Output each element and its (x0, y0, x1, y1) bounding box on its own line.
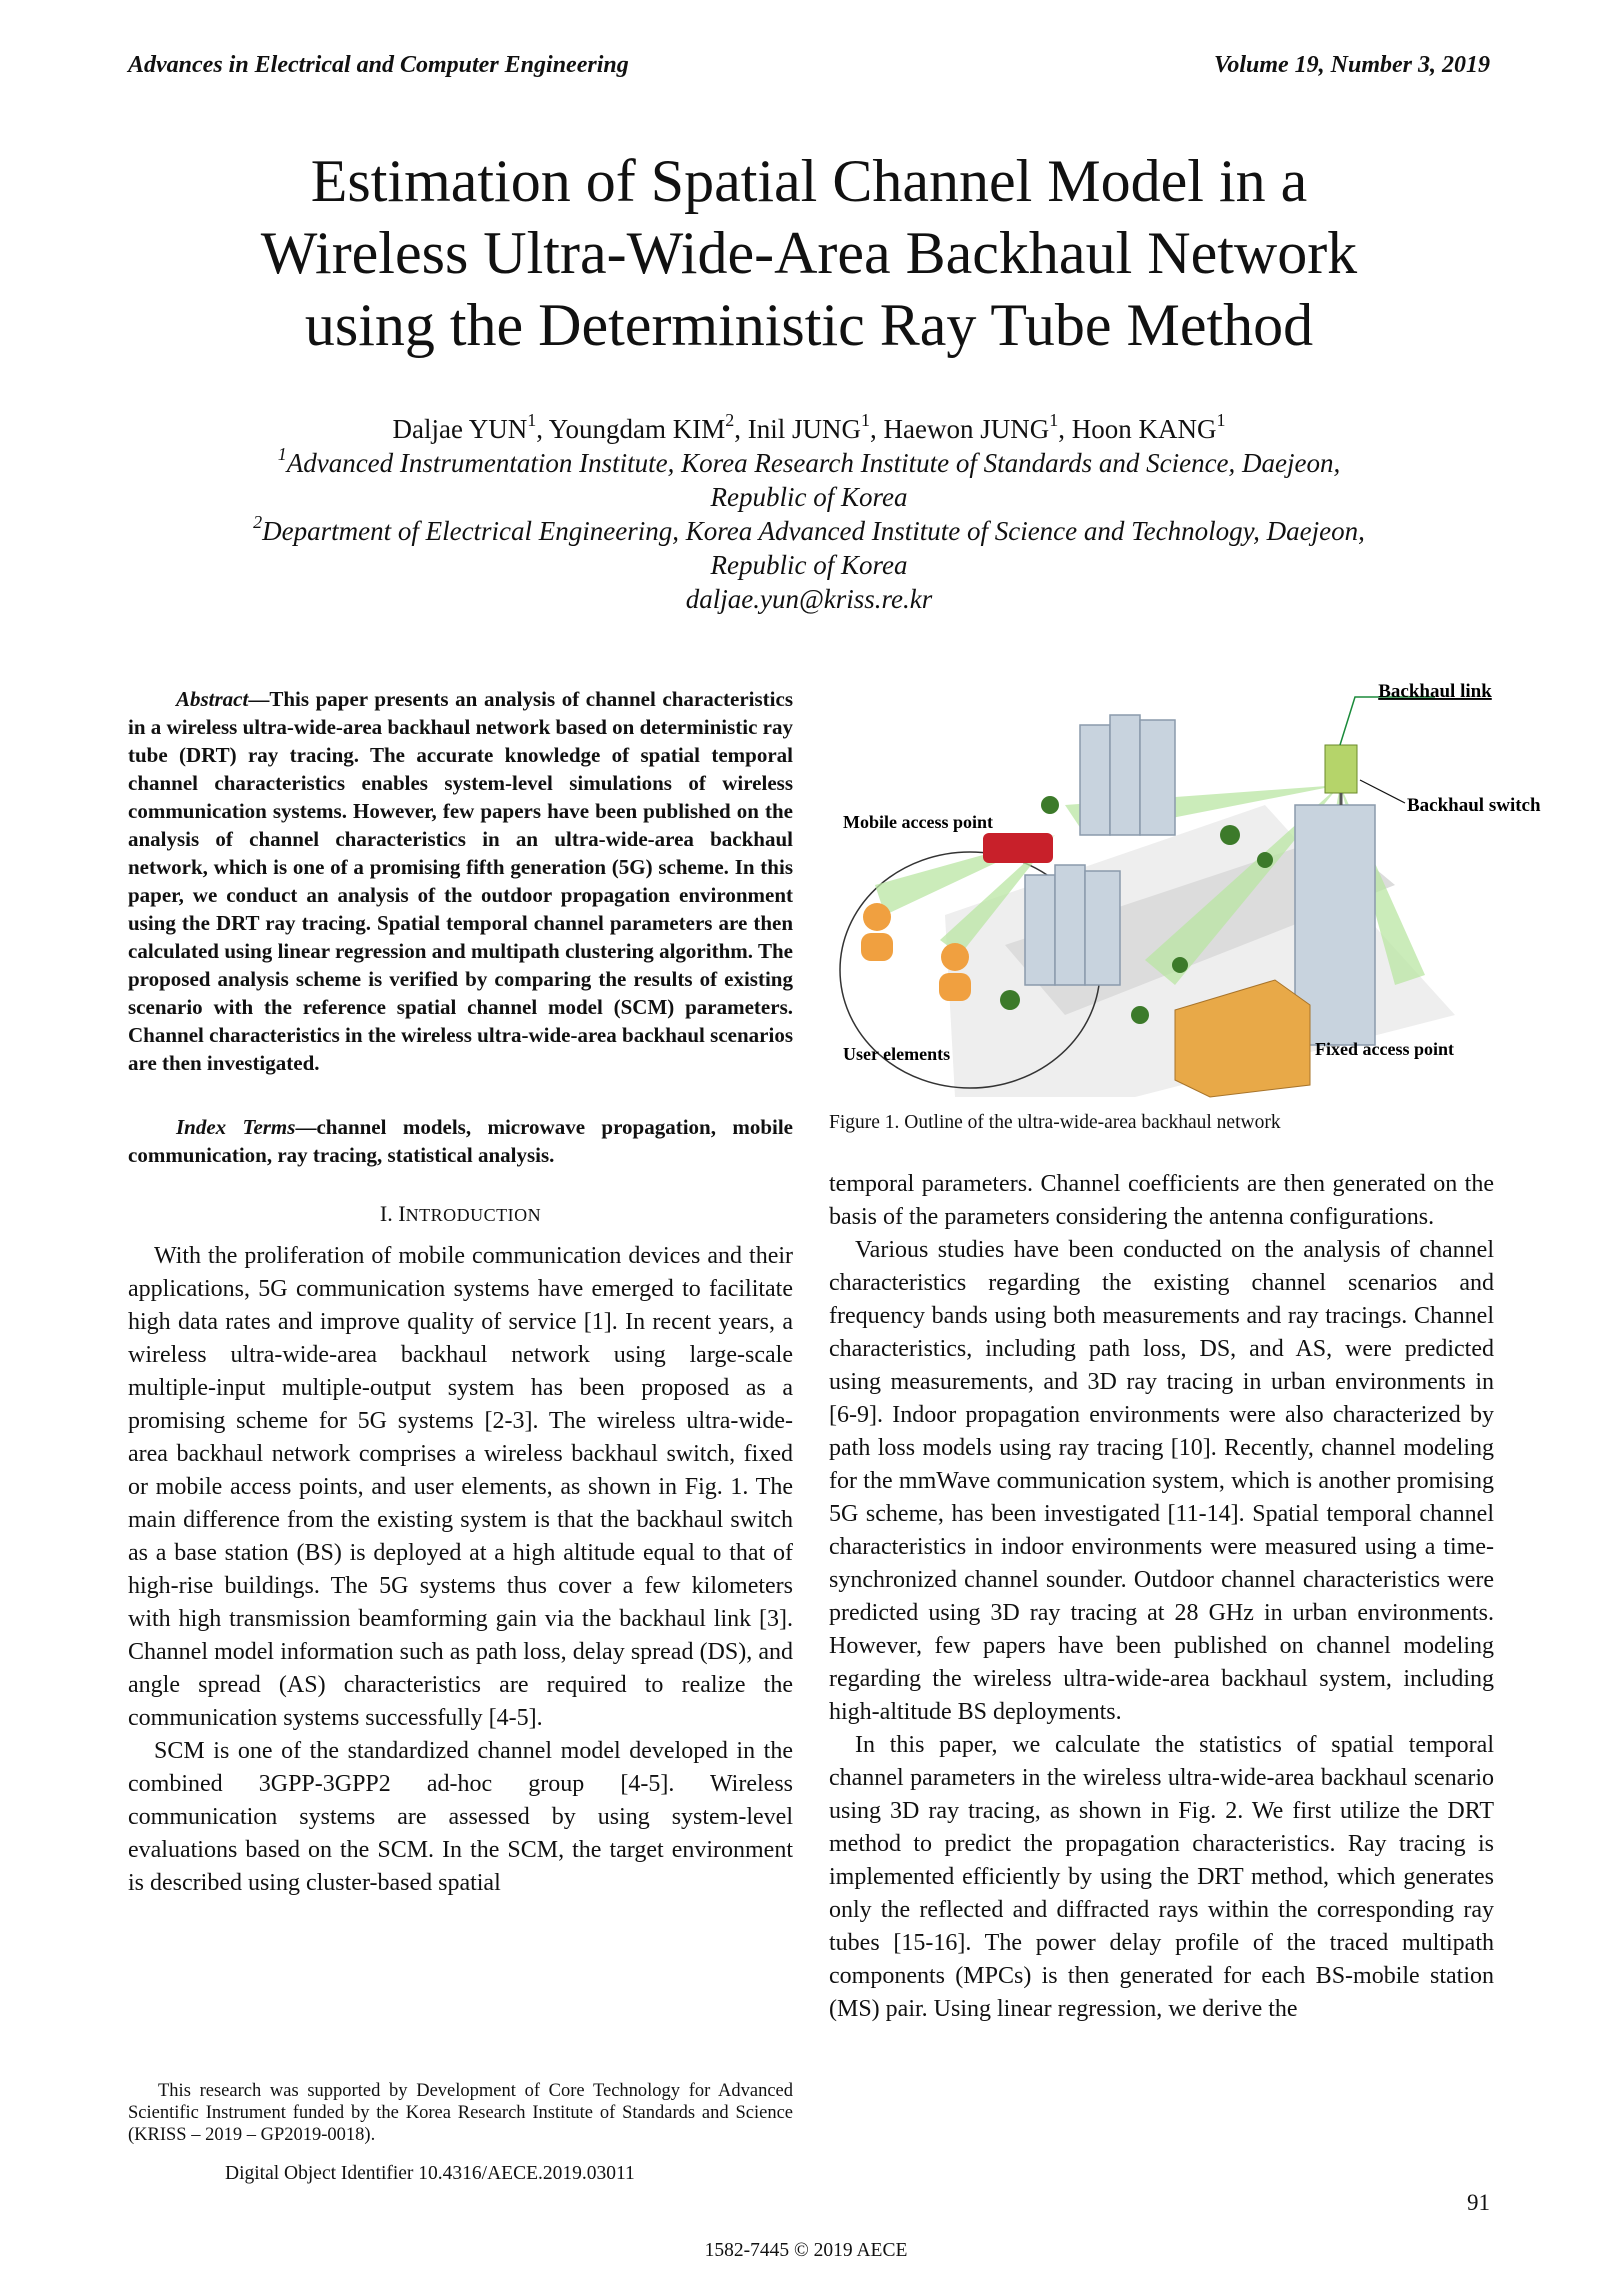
author-sup: 1 (1216, 410, 1226, 430)
mobile-access-point-bus (983, 833, 1053, 863)
label-user-elements: User elements (843, 1044, 951, 1064)
intro-paragraph-3: temporal parameters. Channel coefficients are then generated on the basis of the parameters considering the antenna configurations. (829, 1171, 1494, 1230)
author-email: daljae.yun@kriss.re.kr (685, 584, 933, 614)
section-title-initial: I (398, 1201, 406, 1226)
author-name: Hoon KANG (1071, 414, 1217, 444)
label-backhaul-switch: Backhaul switch (1407, 795, 1541, 816)
backhaul-link-leader (1340, 697, 1435, 745)
author-sup: 1 (527, 410, 537, 430)
title-line-1: Estimation of Spatial Channel Model in a (310, 148, 1308, 214)
left-column (128, 685, 793, 1900)
affiliation-1-cont: Republic of Korea (710, 482, 908, 512)
right-column (829, 1168, 1494, 2026)
label-mobile-access-point: Mobile access point (843, 812, 993, 832)
affiliation-2 (128, 514, 1490, 548)
backhaul-switch-leader (1360, 780, 1405, 803)
figure-1-illustration (835, 681, 1541, 1097)
issn-copyright: 1582-7445 © 2019 AECE (704, 2240, 908, 2261)
intro-paragraph-1: With the proliferation of mobile communication devices and their applications, 5G communication systems have emerged to facilitate high data rates and improve quality of service [1]. In recent years, a wireless ultra-wide-area backhaul network using large-scale multiple-input multiple-output system has been proposed as a promising scheme for 5G systems [2-3]. The wireless ultra-wide-area backhaul network comprises a wireless backhaul switch, fixed or mobile access points, and user elements, as shown in Fig. 1. The main difference from the existing system is that the backhaul switch as a base station (BS) is deployed at a high altitude equal to that of high-rise buildings. The 5G systems thus cover a few kilometers with high transmission beamforming gain via the backhaul link [3]. Channel model information such as path loss, delay spread (DS), and angle spread (AS) characteristics are required to realize the communication systems successfully [4-5]. (128, 1243, 793, 1731)
abstract-label: Abstract (176, 687, 249, 711)
affiliation-1-sup: 1 (277, 444, 287, 464)
index-terms-label: Index Terms (176, 1115, 296, 1139)
label-backhaul-link: Backhaul link (1378, 681, 1492, 702)
index-terms (128, 1113, 793, 1169)
user-element (861, 903, 893, 961)
label-fixed-access-point: Fixed access point (1315, 1039, 1454, 1059)
author-list: Daljae YUN$^1$, Youngdam KIM$^2$, Inil JUNG$^1$, Haewon JUNG$^1$, Hoon KANG$^1$ (392, 410, 1226, 444)
volume-info: Volume 19, Number 3, 2019 (1213, 52, 1490, 78)
building-top (1080, 715, 1175, 835)
intro-paragraph-4: Various studies have been conducted on the analysis of channel characteristics regarding the existing channel scenarios and frequency bands using both measurements and ray tracings. Channel characteristics, including path loss, DS, and AS, were predicted using measurements, and 3D ray tracing in urban environments in [6-9]. Indoor propagation environments were also characterized by path loss models using ray tracing [10]. Recently, channel modeling for the mmWave communication system, which is another promising 5G scheme, has been investigated [11-14]. Spatial temporal channel characteristics in indoor environments were measured using a time-synchronized channel sounder. Outdoor channel characteristics were predicted using 3D ray tracing at 28 GHz in urban environments. However, few papers have been published on channel modeling regarding the wireless ultra-wide-area backhaul system, including high-altitude BS deployments. (829, 1237, 1494, 1725)
title-line-2: Wireless Ultra-Wide-Area Backhaul Network (260, 220, 1358, 286)
affiliation-1 (128, 446, 1490, 480)
paper-title (128, 145, 1490, 361)
affiliation-2-sup: 2 (253, 512, 263, 532)
journal-name: Advances in Electrical and Computer Engineering (128, 52, 629, 78)
abstract-text: —This paper presents an analysis of channel characteristics in a wireless ultra-wide-area backhaul network based on deterministic ray tube (DRT) ray tracing. The accurate knowledge of spatial temporal channel characteristics enables system-level simulations of wireless communication systems. However, few papers have been published on the analysis of channel characteristics in an ultra-wide-area backhaul network, which is one of a promising fifth generation (5G) scheme. In this paper, we conduct an analysis of the outdoor propagation environment using the DRT ray tracing. Spatial temporal channel parameters are then calculated using linear regression and multipath clustering algorithm. The proposed analysis scheme is verified by comparing the results of existing scenario with the reference spatial channel model (SCM) parameters. Channel characteristics in the wireless ultra-wide-area backhaul scenarios are then investigated. (128, 687, 793, 1075)
author-sup: 2 (725, 410, 735, 430)
intro-paragraph-2: SCM is one of the standardized channel model developed in the combined 3GPP-3GPP2 ad-hoc group [4-5]. Wireless communication systems are assessed by using system-level evaluations based on the SCM. In the SCM, the target environment is described using cluster-based spatial (128, 1738, 793, 1896)
affiliation-2-line-1: Department of Electrical Engineering, Korea Advanced Institute of Science and Technology, Daejeon, (262, 516, 1365, 546)
abstract (128, 685, 793, 1077)
author-name: Haewon JUNG (883, 414, 1050, 444)
doi: Digital Object Identifier 10.4316/AECE.2019.03011 (225, 2163, 635, 2184)
author-sup: 1 (1049, 410, 1059, 430)
author-name: Daljae YUN (392, 414, 528, 444)
author-block (128, 412, 1490, 616)
author-name: Youngdam KIM (548, 414, 726, 444)
building-middle (1025, 865, 1120, 985)
running-head (128, 52, 1490, 88)
figure-1 (835, 681, 1541, 1097)
page-number: 91 (1467, 2190, 1490, 2215)
section-title-rest: NTRODUCTION (405, 1205, 542, 1225)
author-sup: 1 (861, 410, 870, 430)
funding-footnote: This research was supported by Development of Core Technology for Advanced Scientific Instrument funded by the Korea Research Institute of Standards and Science (KRISS – 2019 – GP2019-0018). (128, 2081, 793, 2145)
affiliation-2-cont: Republic of Korea (710, 550, 908, 580)
figure-1-caption: Figure 1. Outline of the ultra-wide-area backhaul network (829, 1112, 1281, 1133)
affiliation-1-line-1: Advanced Instrumentation Institute, Korea Research Institute of Standards and Science, Daejeon, (286, 448, 1341, 478)
section-number: I. (379, 1201, 393, 1226)
intro-paragraph-5: In this paper, we calculate the statistics of spatial temporal channel parameters in the wireless ultra-wide-area backhaul scenario using 3D ray tracing, as shown in Fig. 2. We first utilize the DRT method to predict the propagation characteristics. Ray tracing is implemented efficiently by using the DRT method, which generates only the reflected and diffracted rays within the corresponding ray tubes [15-16]. The power delay profile of the traced multipath components (MPCs) is then generated for each BS-mobile station (MS) pair. Using linear regression, we derive the (829, 1732, 1494, 2022)
title-line-3: using the Deterministic Ray Tube Method (304, 292, 1314, 358)
index-terms-text: —channel models, microwave propagation, mobile communication, ray tracing, statistical analysis. (128, 1115, 793, 1167)
author-name: Inil JUNG (747, 414, 861, 444)
section-heading-introduction (128, 1197, 793, 1232)
